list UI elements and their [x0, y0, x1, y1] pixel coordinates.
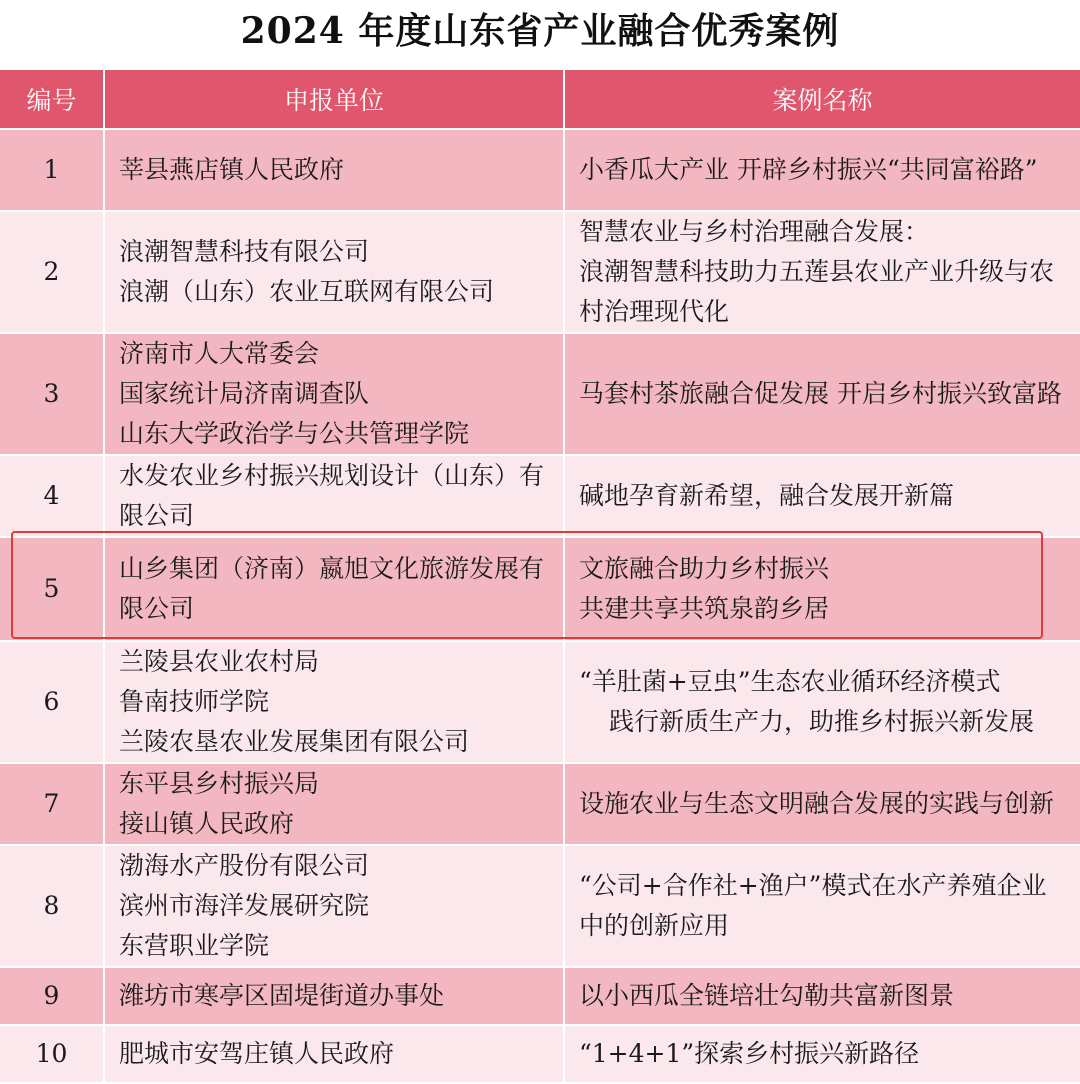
row-unit-cell	[104, 455, 564, 537]
table-row	[0, 333, 1080, 455]
unit-name: 兰陵县农业农村局	[119, 647, 320, 676]
case-name: 马套村茶旅融合促发展 开启乡村振兴致富路	[579, 379, 1062, 408]
row-case-cell	[564, 129, 1080, 211]
unit-name: 潍坊市寒亭区固堤街道办事处	[119, 981, 445, 1010]
unit-name: 东营职业学院	[119, 931, 270, 960]
table-row	[0, 455, 1080, 537]
row-case-cell	[564, 537, 1080, 641]
case-name: “公司+合作社+渔户”模式在水产养殖企业中的创新应用	[579, 871, 1047, 940]
row-unit-cell	[104, 641, 564, 763]
case-name: 文旅融合助力乡村振兴	[579, 554, 830, 583]
row-case-cell	[564, 455, 1080, 537]
row-case-cell	[564, 763, 1080, 845]
row-number: 6	[0, 641, 104, 763]
row-case-cell	[564, 211, 1080, 333]
table-row	[0, 211, 1080, 333]
case-name: 小香瓜大产业 开辟乡村振兴“共同富裕路”	[579, 155, 1038, 184]
row-number: 5	[0, 537, 104, 641]
row-case-cell	[564, 1025, 1080, 1083]
column-header-unit: 申报单位	[104, 70, 564, 129]
row-unit-cell	[104, 845, 564, 967]
page-title: 2024 年度山东省产业融合优秀案例	[240, 10, 840, 52]
case-name: 设施农业与生态文明融合发展的实践与创新	[579, 789, 1055, 818]
row-case-cell	[564, 333, 1080, 455]
case-name: 智慧农业与乡村治理融合发展：	[579, 217, 930, 246]
unit-name: 兰陵农垦农业发展集团有限公司	[119, 727, 470, 756]
column-header-no: 编号	[0, 70, 104, 129]
case-name: 共建共享共筑泉韵乡居	[579, 594, 830, 623]
row-number: 2	[0, 211, 104, 333]
unit-name: 浪潮（山东）农业互联网有限公司	[119, 277, 495, 306]
row-unit-cell	[104, 1025, 564, 1083]
row-unit-cell	[104, 967, 564, 1025]
cases-table	[0, 70, 1080, 1084]
unit-name: 滨州市海洋发展研究院	[119, 891, 370, 920]
row-number: 10	[0, 1025, 104, 1083]
row-unit-cell	[104, 537, 564, 641]
row-number: 1	[0, 129, 104, 211]
unit-name: 肥城市安驾庄镇人民政府	[119, 1039, 395, 1068]
unit-name: 莘县燕店镇人民政府	[119, 155, 345, 184]
unit-name: 接山镇人民政府	[119, 809, 295, 838]
table-row	[0, 641, 1080, 763]
table-row	[0, 763, 1080, 845]
table-row	[0, 1025, 1080, 1083]
case-name: 碱地孕育新希望，融合发展开新篇	[579, 481, 955, 510]
row-unit-cell	[104, 129, 564, 211]
unit-name: 浪潮智慧科技有限公司	[119, 237, 370, 266]
row-number: 8	[0, 845, 104, 967]
unit-name: 山乡集团（济南）嬴旭文化旅游发展有限公司	[119, 554, 545, 623]
unit-name: 东平县乡村振兴局	[119, 769, 320, 798]
row-number: 4	[0, 455, 104, 537]
row-unit-cell	[104, 211, 564, 333]
row-unit-cell	[104, 763, 564, 845]
case-name: “羊肚菌+豆虫”生态农业循环经济模式	[579, 667, 1001, 696]
row-case-cell	[564, 967, 1080, 1025]
row-number: 3	[0, 333, 104, 455]
case-name: 浪潮智慧科技助力五莲县农业产业升级与农村治理现代化	[579, 257, 1055, 326]
unit-name: 水发农业乡村振兴规划设计（山东）有限公司	[119, 461, 545, 530]
row-number: 9	[0, 967, 104, 1025]
table-row	[0, 129, 1080, 211]
case-name: 践行新质生产力，助推乡村振兴新发展	[609, 707, 1035, 736]
case-name: “1+4+1”探索乡村振兴新路径	[579, 1039, 920, 1068]
table-row-highlighted	[0, 537, 1080, 641]
unit-name: 渤海水产股份有限公司	[119, 851, 370, 880]
unit-name: 国家统计局济南调查队	[119, 379, 370, 408]
row-case-cell	[564, 641, 1080, 763]
unit-name: 鲁南技师学院	[119, 687, 270, 716]
case-name: 以小西瓜全链培壮勾勒共富新图景	[579, 981, 955, 1010]
table-row	[0, 967, 1080, 1025]
column-header-case: 案例名称	[564, 70, 1080, 129]
row-case-cell	[564, 845, 1080, 967]
unit-name: 济南市人大常委会	[119, 339, 320, 368]
table-row	[0, 845, 1080, 967]
row-unit-cell	[104, 333, 564, 455]
table-header-row	[0, 70, 1080, 129]
unit-name: 山东大学政治学与公共管理学院	[119, 419, 470, 448]
row-number: 7	[0, 763, 104, 845]
